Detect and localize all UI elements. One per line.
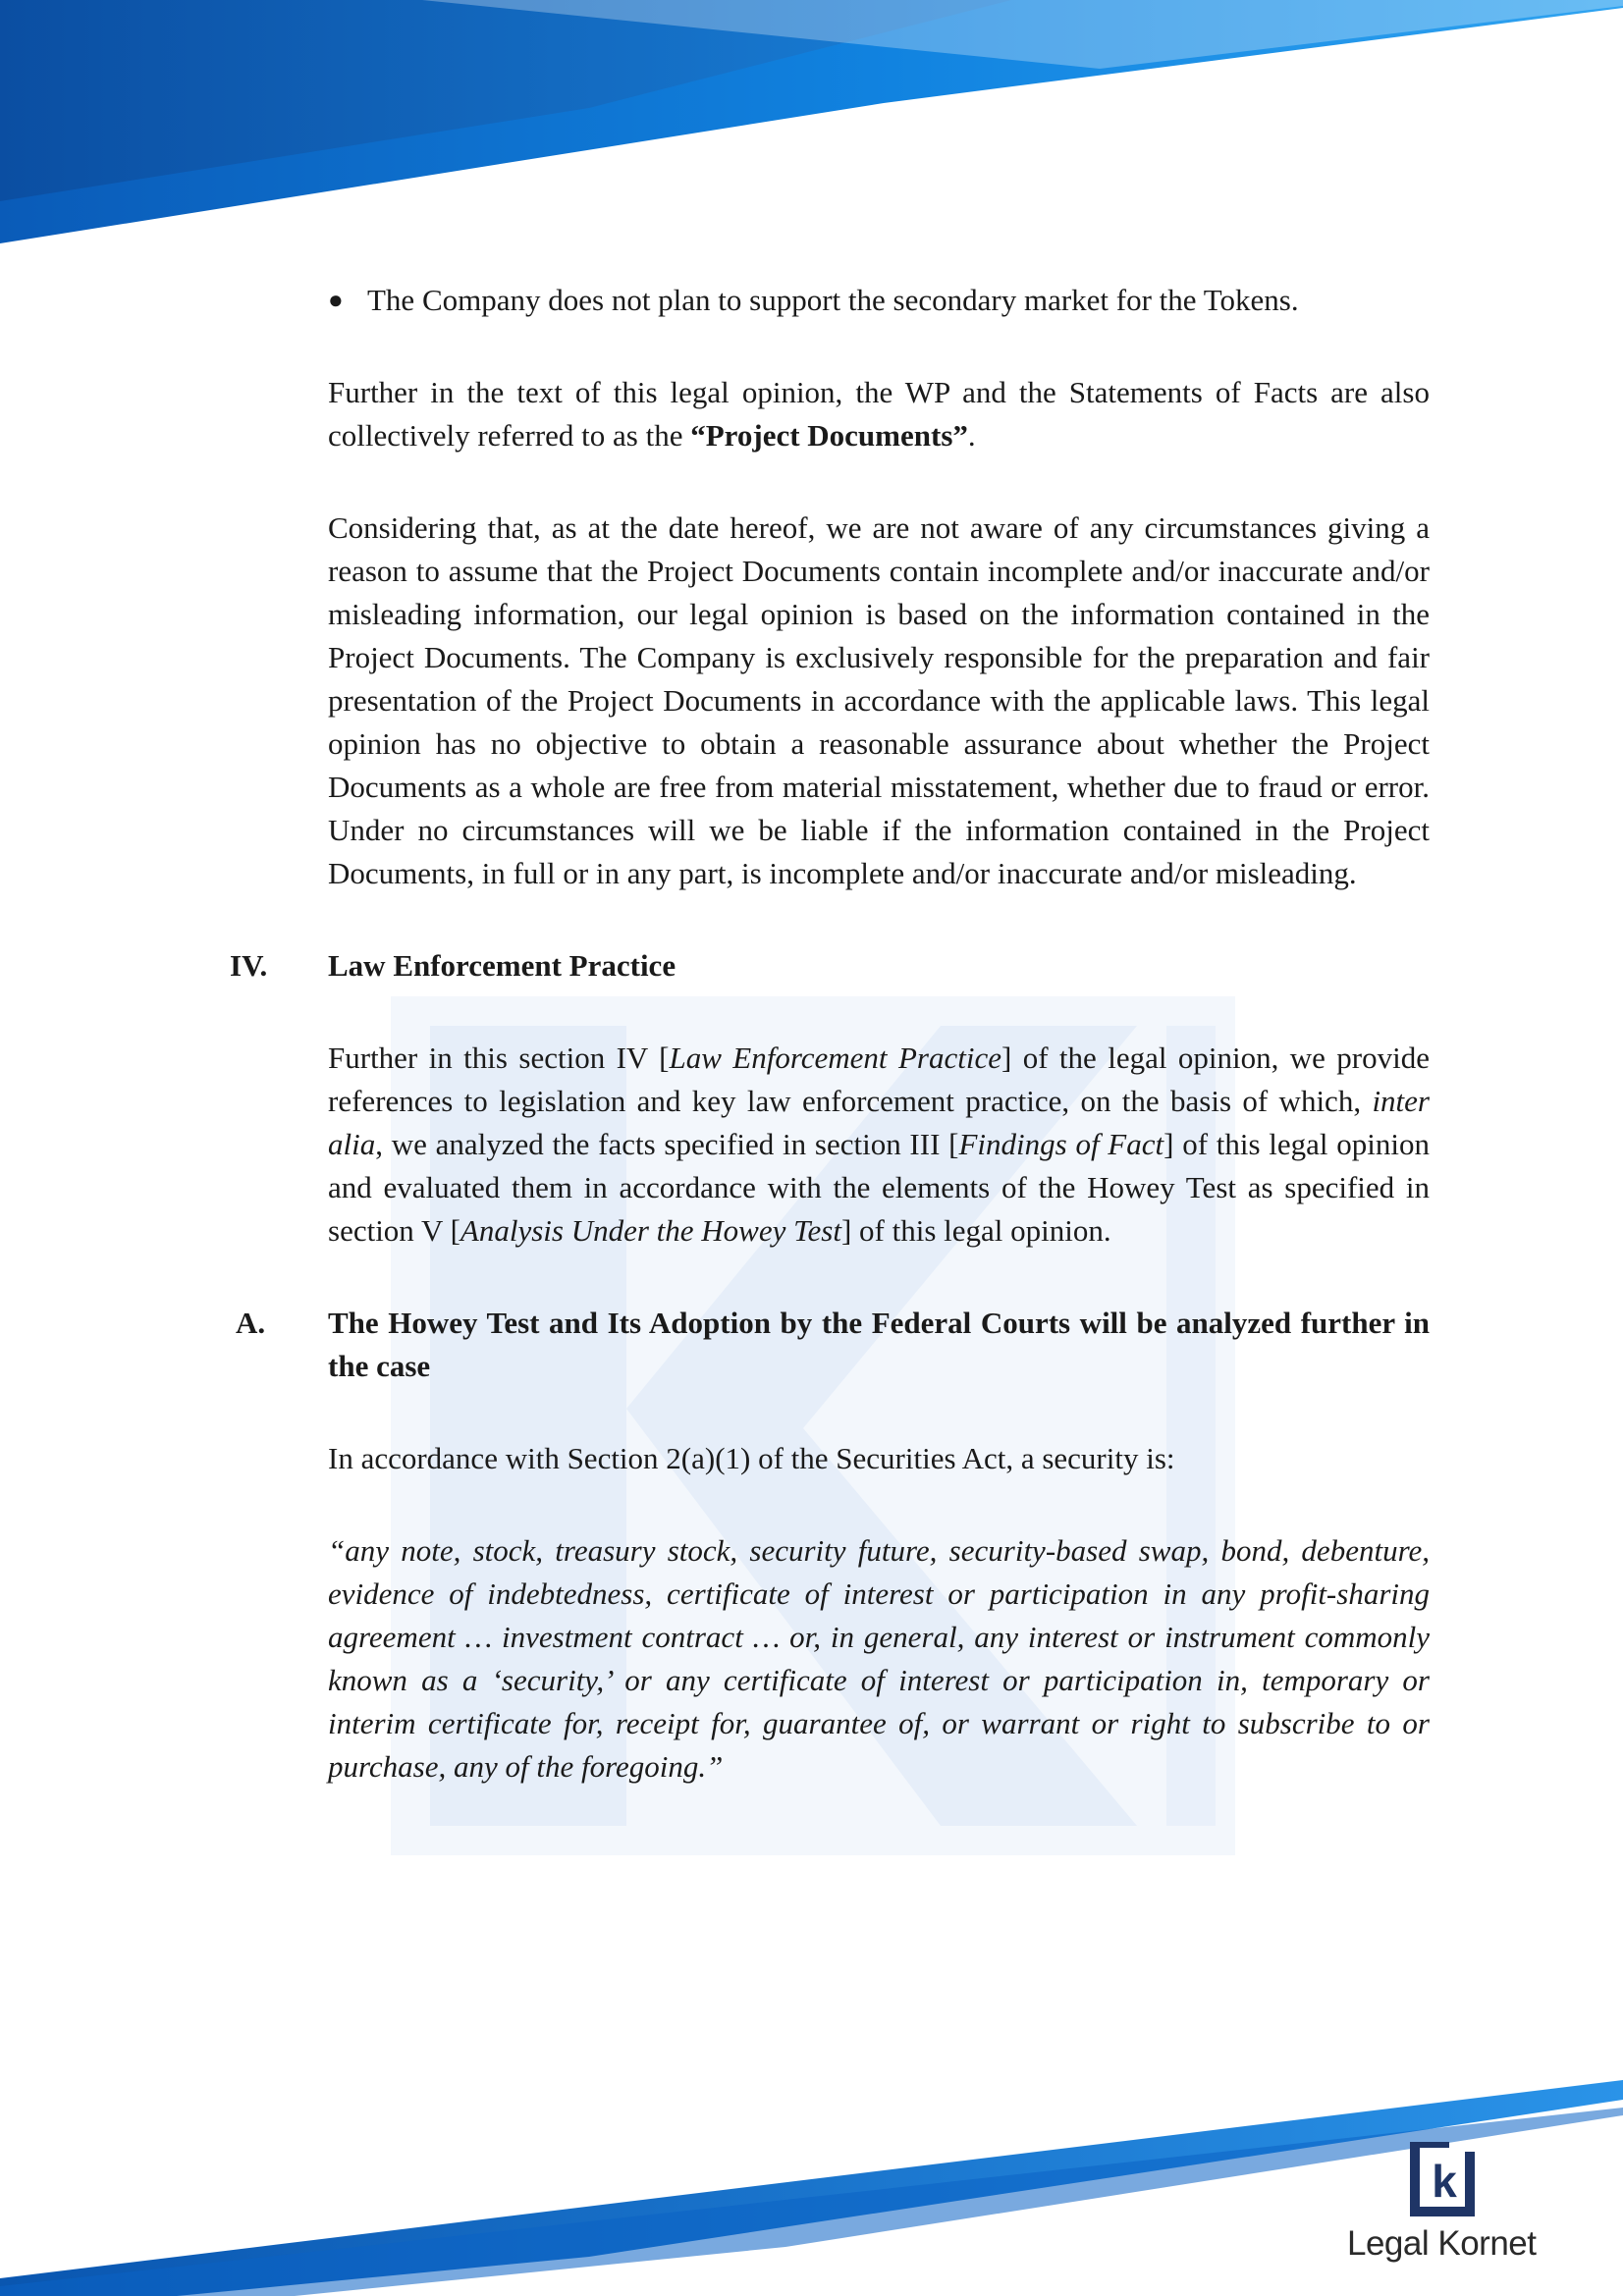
header-graphic xyxy=(0,0,1623,255)
section-number: A. xyxy=(236,1306,266,1340)
text-run: ] of this legal opinion. xyxy=(840,1213,1111,1248)
paragraph-section-iv-intro xyxy=(328,1037,1430,1253)
paragraph-text-end: . xyxy=(967,418,976,453)
paragraph-text: Further in the text of this legal opinion, the WP and the Statements of Facts are also collectively referred to as the xyxy=(328,375,1430,453)
logo-letter: k xyxy=(1432,2156,1457,2207)
logo-wordmark: Legal Kornet xyxy=(1347,2224,1537,2263)
bullet-dot-icon: ● xyxy=(328,286,344,314)
section-heading-iv xyxy=(230,944,1430,988)
text-run: Further in this section IV [ xyxy=(328,1041,670,1075)
paragraph-project-documents xyxy=(328,371,1430,457)
section-number: IV. xyxy=(230,948,268,983)
paragraph-securities-act: In accordance with Section 2(a)(1) of the Securities Act, a security is: xyxy=(328,1441,1175,1475)
defined-term: “Project Documents” xyxy=(690,418,968,453)
document-body xyxy=(230,279,1431,1838)
k-square-logo-icon xyxy=(1408,2140,1477,2218)
section-title: The Howey Test and Its Adoption by the Federal Courts will be analyzed further in the case xyxy=(328,1306,1430,1383)
paragraph-considering: Considering that, as at the date hereof, we are not aware of any circumstances giving a reason to assume that the Project Documents contain incomplete and/or inaccurate and/or misleading information, our legal opinion is based on the information contained in the Project Documents. The Company is exclusively responsible for the preparation and fair presentation of the Project Documents in accordance with the applicable laws. This legal opinion has no objective to obtain a reasonable assurance about whether the Project Documents as a whole are free from material misstatement, whether due to fraud or error. Under no circumstances will we be liable if the information contained in the Project Documents, in full or in any part, is incomplete and/or inaccurate and/or misleading. xyxy=(328,510,1430,890)
text-run: ] of this legal opinion and evaluated them in accordance with the elements of the Howey Test as specified in section V [ xyxy=(328,1127,1431,1248)
text-run: ] of the legal opinion, we provide references to legislation and key law enforcement practice, on the basis of which, xyxy=(328,1041,1430,1118)
italic-run: inter alia xyxy=(328,1084,1430,1161)
italic-run: Law Enforcement Practice xyxy=(669,1041,1001,1075)
bullet-item xyxy=(328,279,1430,322)
italic-run: Analysis Under the Howey Test xyxy=(460,1213,841,1248)
text-run: , we analyzed the facts specified in section III [ xyxy=(375,1127,959,1161)
section-heading-a xyxy=(236,1302,1430,1388)
italic-run: Findings of Fact xyxy=(958,1127,1164,1161)
quote-security-definition: “any note, stock, treasury stock, security future, security-based swap, bond, debenture, evidence of indebtedness, certificate of interest or participation in any profit-sharing agreement … investment contract … or, in general, any interest or instrument commonly known as a ‘security,’ or any certificate of interest or participation in, temporary or interim certificate for, receipt for, guarantee of, or warrant or right to subscribe to or purchase, any of the foregoing.” xyxy=(328,1533,1430,1784)
legal-kornet-logo xyxy=(1347,2140,1543,2272)
bullet-text: The Company does not plan to support the secondary market for the Tokens. xyxy=(367,283,1299,317)
section-title: Law Enforcement Practice xyxy=(328,948,676,983)
